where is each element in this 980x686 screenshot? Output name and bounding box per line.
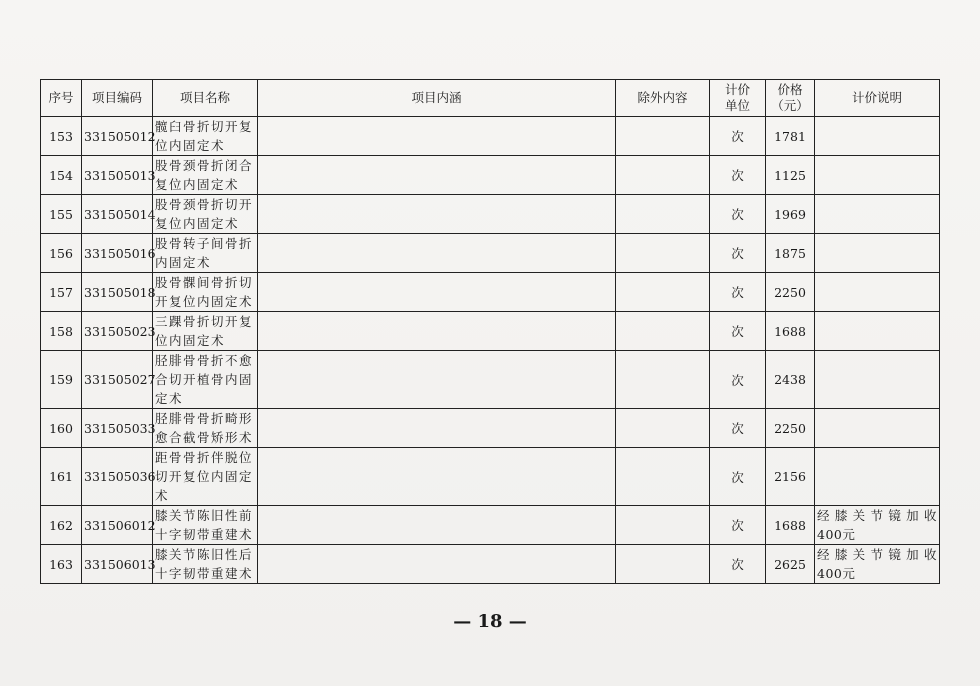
cell-content (258, 156, 616, 195)
header-note: 计价说明 (815, 80, 940, 117)
cell-note (815, 409, 940, 448)
cell-code: 331505012 (82, 117, 153, 156)
cell-note (815, 351, 940, 409)
cell-note (815, 195, 940, 234)
cell-content (258, 409, 616, 448)
cell-excluded (616, 273, 710, 312)
cell-content (258, 195, 616, 234)
price-table (40, 79, 940, 584)
cell-content (258, 506, 616, 545)
cell-content (258, 351, 616, 409)
cell-excluded (616, 312, 710, 351)
cell-note (815, 117, 940, 156)
cell-name: 股骨髁间骨折切开复位内固定术 (153, 273, 258, 312)
cell-price: 1781 (766, 117, 815, 156)
cell-excluded (616, 506, 710, 545)
cell-seq: 158 (41, 312, 82, 351)
cell-price: 2625 (766, 545, 815, 584)
cell-note (815, 156, 940, 195)
cell-note (815, 234, 940, 273)
table-row (41, 448, 940, 506)
table-row (41, 312, 940, 351)
cell-unit: 次 (710, 312, 766, 351)
cell-note (815, 273, 940, 312)
cell-price: 2250 (766, 273, 815, 312)
table-row (41, 273, 940, 312)
cell-seq: 159 (41, 351, 82, 409)
cell-note (815, 448, 940, 506)
cell-price: 1969 (766, 195, 815, 234)
cell-unit: 次 (710, 409, 766, 448)
header-code: 项目编码 (82, 80, 153, 117)
cell-seq: 156 (41, 234, 82, 273)
cell-excluded (616, 448, 710, 506)
cell-unit: 次 (710, 506, 766, 545)
cell-excluded (616, 156, 710, 195)
cell-name: 三踝骨折切开复位内固定术 (153, 312, 258, 351)
cell-seq: 153 (41, 117, 82, 156)
table-row (41, 409, 940, 448)
cell-seq: 162 (41, 506, 82, 545)
cell-seq: 155 (41, 195, 82, 234)
cell-code: 331505014 (82, 195, 153, 234)
cell-name: 膝关节陈旧性后十字韧带重建术 (153, 545, 258, 584)
cell-code: 331505033 (82, 409, 153, 448)
table-row (41, 506, 940, 545)
cell-price: 1688 (766, 312, 815, 351)
cell-price: 1125 (766, 156, 815, 195)
cell-code: 331505023 (82, 312, 153, 351)
header-content: 项目内涵 (258, 80, 616, 117)
cell-content (258, 117, 616, 156)
cell-note (815, 312, 940, 351)
cell-price: 2250 (766, 409, 815, 448)
cell-content (258, 312, 616, 351)
cell-unit: 次 (710, 234, 766, 273)
cell-excluded (616, 234, 710, 273)
cell-seq: 157 (41, 273, 82, 312)
cell-price: 2156 (766, 448, 815, 506)
cell-unit: 次 (710, 117, 766, 156)
page-number: — 18 — (453, 611, 527, 632)
cell-name: 股骨颈骨折闭合复位内固定术 (153, 156, 258, 195)
cell-name: 股骨转子间骨折内固定术 (153, 234, 258, 273)
cell-name: 髋臼骨折切开复位内固定术 (153, 117, 258, 156)
cell-content (258, 448, 616, 506)
header-name: 项目名称 (153, 80, 258, 117)
cell-content (258, 545, 616, 584)
cell-excluded (616, 409, 710, 448)
table-row (41, 351, 940, 409)
cell-excluded (616, 195, 710, 234)
cell-unit: 次 (710, 273, 766, 312)
header-seq: 序号 (41, 80, 82, 117)
cell-price: 1688 (766, 506, 815, 545)
cell-name: 膝关节陈旧性前十字韧带重建术 (153, 506, 258, 545)
cell-unit: 次 (710, 448, 766, 506)
table-header-row (41, 80, 940, 117)
cell-content (258, 234, 616, 273)
header-price: 价格 （元） (766, 80, 815, 117)
header-unit: 计价 单位 (710, 80, 766, 117)
cell-code: 331505016 (82, 234, 153, 273)
table-row (41, 117, 940, 156)
cell-code: 331506012 (82, 506, 153, 545)
cell-name: 距骨骨折伴脱位切开复位内固定术 (153, 448, 258, 506)
cell-excluded (616, 117, 710, 156)
table-row (41, 545, 940, 584)
cell-excluded (616, 351, 710, 409)
cell-code: 331505018 (82, 273, 153, 312)
cell-seq: 154 (41, 156, 82, 195)
cell-code: 331505013 (82, 156, 153, 195)
table-row (41, 195, 940, 234)
cell-unit: 次 (710, 545, 766, 584)
cell-note: 经膝关节镜加收 400元 (815, 545, 940, 584)
cell-content (258, 273, 616, 312)
cell-code: 331505036 (82, 448, 153, 506)
cell-code: 331505027 (82, 351, 153, 409)
cell-unit: 次 (710, 195, 766, 234)
cell-seq: 163 (41, 545, 82, 584)
cell-name: 胫腓骨骨折畸形愈合截骨矫形术 (153, 409, 258, 448)
cell-seq: 161 (41, 448, 82, 506)
cell-note: 经膝关节镜加收 400元 (815, 506, 940, 545)
header-excluded: 除外内容 (616, 80, 710, 117)
cell-code: 331506013 (82, 545, 153, 584)
cell-seq: 160 (41, 409, 82, 448)
table-body (41, 117, 940, 584)
cell-excluded (616, 545, 710, 584)
cell-unit: 次 (710, 156, 766, 195)
cell-price: 2438 (766, 351, 815, 409)
cell-price: 1875 (766, 234, 815, 273)
cell-name: 股骨颈骨折切开复位内固定术 (153, 195, 258, 234)
cell-name: 胫腓骨骨折不愈合切开植骨内固定术 (153, 351, 258, 409)
cell-unit: 次 (710, 351, 766, 409)
table-row (41, 156, 940, 195)
table-row (41, 234, 940, 273)
